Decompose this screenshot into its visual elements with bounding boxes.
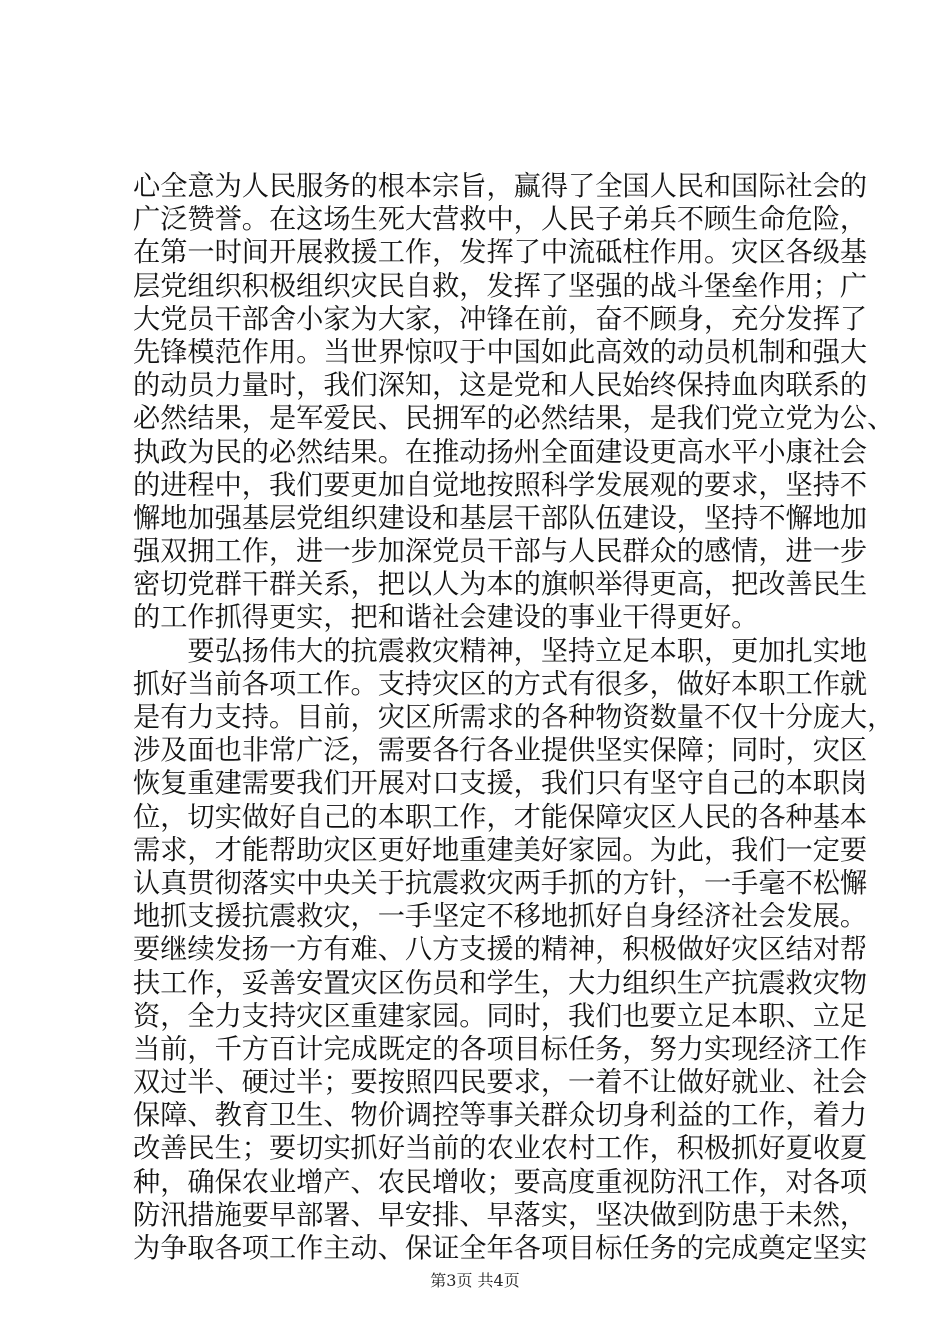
text-line: 的动员力量时，我们深知，这是党和人民始终保持血肉联系的	[133, 370, 868, 402]
text-line: 位，切实做好自己的本职工作，才能保障灾区人民的各种基本	[133, 801, 868, 833]
text-line: 的进程中，我们要更加自觉地按照科学发展观的要求，坚持不	[133, 469, 868, 501]
text-line: 当前，千方百计完成既定的各项目标任务，努力实现经济工作	[133, 1033, 868, 1065]
text-line: 改善民生；要切实抓好当前的农业农村工作，积极抓好夏收夏	[133, 1133, 868, 1165]
text-line: 在第一时间开展救援工作，发挥了中流砥柱作用。灾区各级基	[133, 237, 868, 269]
text-line: 的工作抓得更实，把和谐社会建设的事业干得更好。	[133, 602, 759, 634]
text-line: 需求，才能帮助灾区更好地重建美好家园。为此，我们一定要	[133, 834, 868, 866]
text-line: 要弘扬伟大的抗震救灾精神，坚持立足本职，更加扎实地	[133, 635, 868, 667]
text-line: 要继续发扬一方有难、八方支援的精神，积极做好灾区结对帮	[133, 934, 868, 966]
text-line: 双过半、硬过半；要按照四民要求，一着不让做好就业、社会	[133, 1067, 868, 1099]
text-line: 抓好当前各项工作。支持灾区的方式有很多，做好本职工作就	[133, 668, 868, 700]
document-body	[133, 170, 895, 1265]
text-line: 必然结果，是军爱民、民拥军的必然结果，是我们党立党为公、	[133, 403, 895, 435]
text-line: 密切党群干群关系，把以人为本的旗帜举得更高，把改善民生	[133, 569, 868, 601]
text-line: 懈地加强基层党组织建设和基层干部队伍建设，坚持不懈地加	[133, 502, 868, 534]
text-line: 地抓支援抗震救灾，一手坚定不移地抓好自身经济社会发展。	[133, 901, 868, 933]
text-line: 恢复重建需要我们开展对口支援，我们只有坚守自己的本职岗	[133, 768, 868, 800]
paragraph-2	[133, 635, 895, 1266]
text-line: 涉及面也非常广泛，需要各行各业提供坚实保障；同时，灾区	[133, 735, 868, 767]
text-line: 保障、教育卫生、物价调控等事关群众切身利益的工作，着力	[133, 1100, 868, 1132]
text-line: 种，确保农业增产、农民增收；要高度重视防汛工作，对各项	[133, 1166, 868, 1198]
text-line: 扶工作，妥善安置灾区伤员和学生，大力组织生产抗震救灾物	[133, 967, 868, 999]
text-line: 执政为民的必然结果。在推动扬州全面建设更高水平小康社会	[133, 436, 868, 468]
text-line: 层党组织积极组织灾民自救，发挥了坚强的战斗堡垒作用；广	[133, 270, 868, 302]
text-line: 强双拥工作，进一步加深党员干部与人民群众的感情，进一步	[133, 536, 868, 568]
text-line: 先锋模范作用。当世界惊叹于中国如此高效的动员机制和强大	[133, 336, 868, 368]
text-line: 心全意为人民服务的根本宗旨，赢得了全国人民和国际社会的	[133, 171, 868, 202]
text-line: 防汛措施要早部署、早安排、早落实，坚决做到防患于未然，	[133, 1199, 868, 1231]
page-number-footer: 第3页 共4页	[430, 1271, 520, 1290]
paragraph-1	[133, 170, 895, 635]
text-line: 是有力支持。目前，灾区所需求的各种物资数量不仅十分庞大，	[133, 702, 895, 733]
text-line: 为争取各项工作主动、保证全年各项目标任务的完成奠定坚实	[133, 1233, 868, 1264]
text-line: 认真贯彻落实中央关于抗震救灾两手抓的方针，一手毫不松懈	[133, 867, 868, 899]
text-line: 资，全力支持灾区重建家园。同时，我们也要立足本职、立足	[133, 1000, 868, 1032]
text-line: 大党员干部舍小家为大家，冲锋在前，奋不顾身，充分发挥了	[133, 303, 868, 335]
text-line: 广泛赞誉。在这场生死大营救中，人民子弟兵不顾生命危险，	[133, 204, 868, 236]
